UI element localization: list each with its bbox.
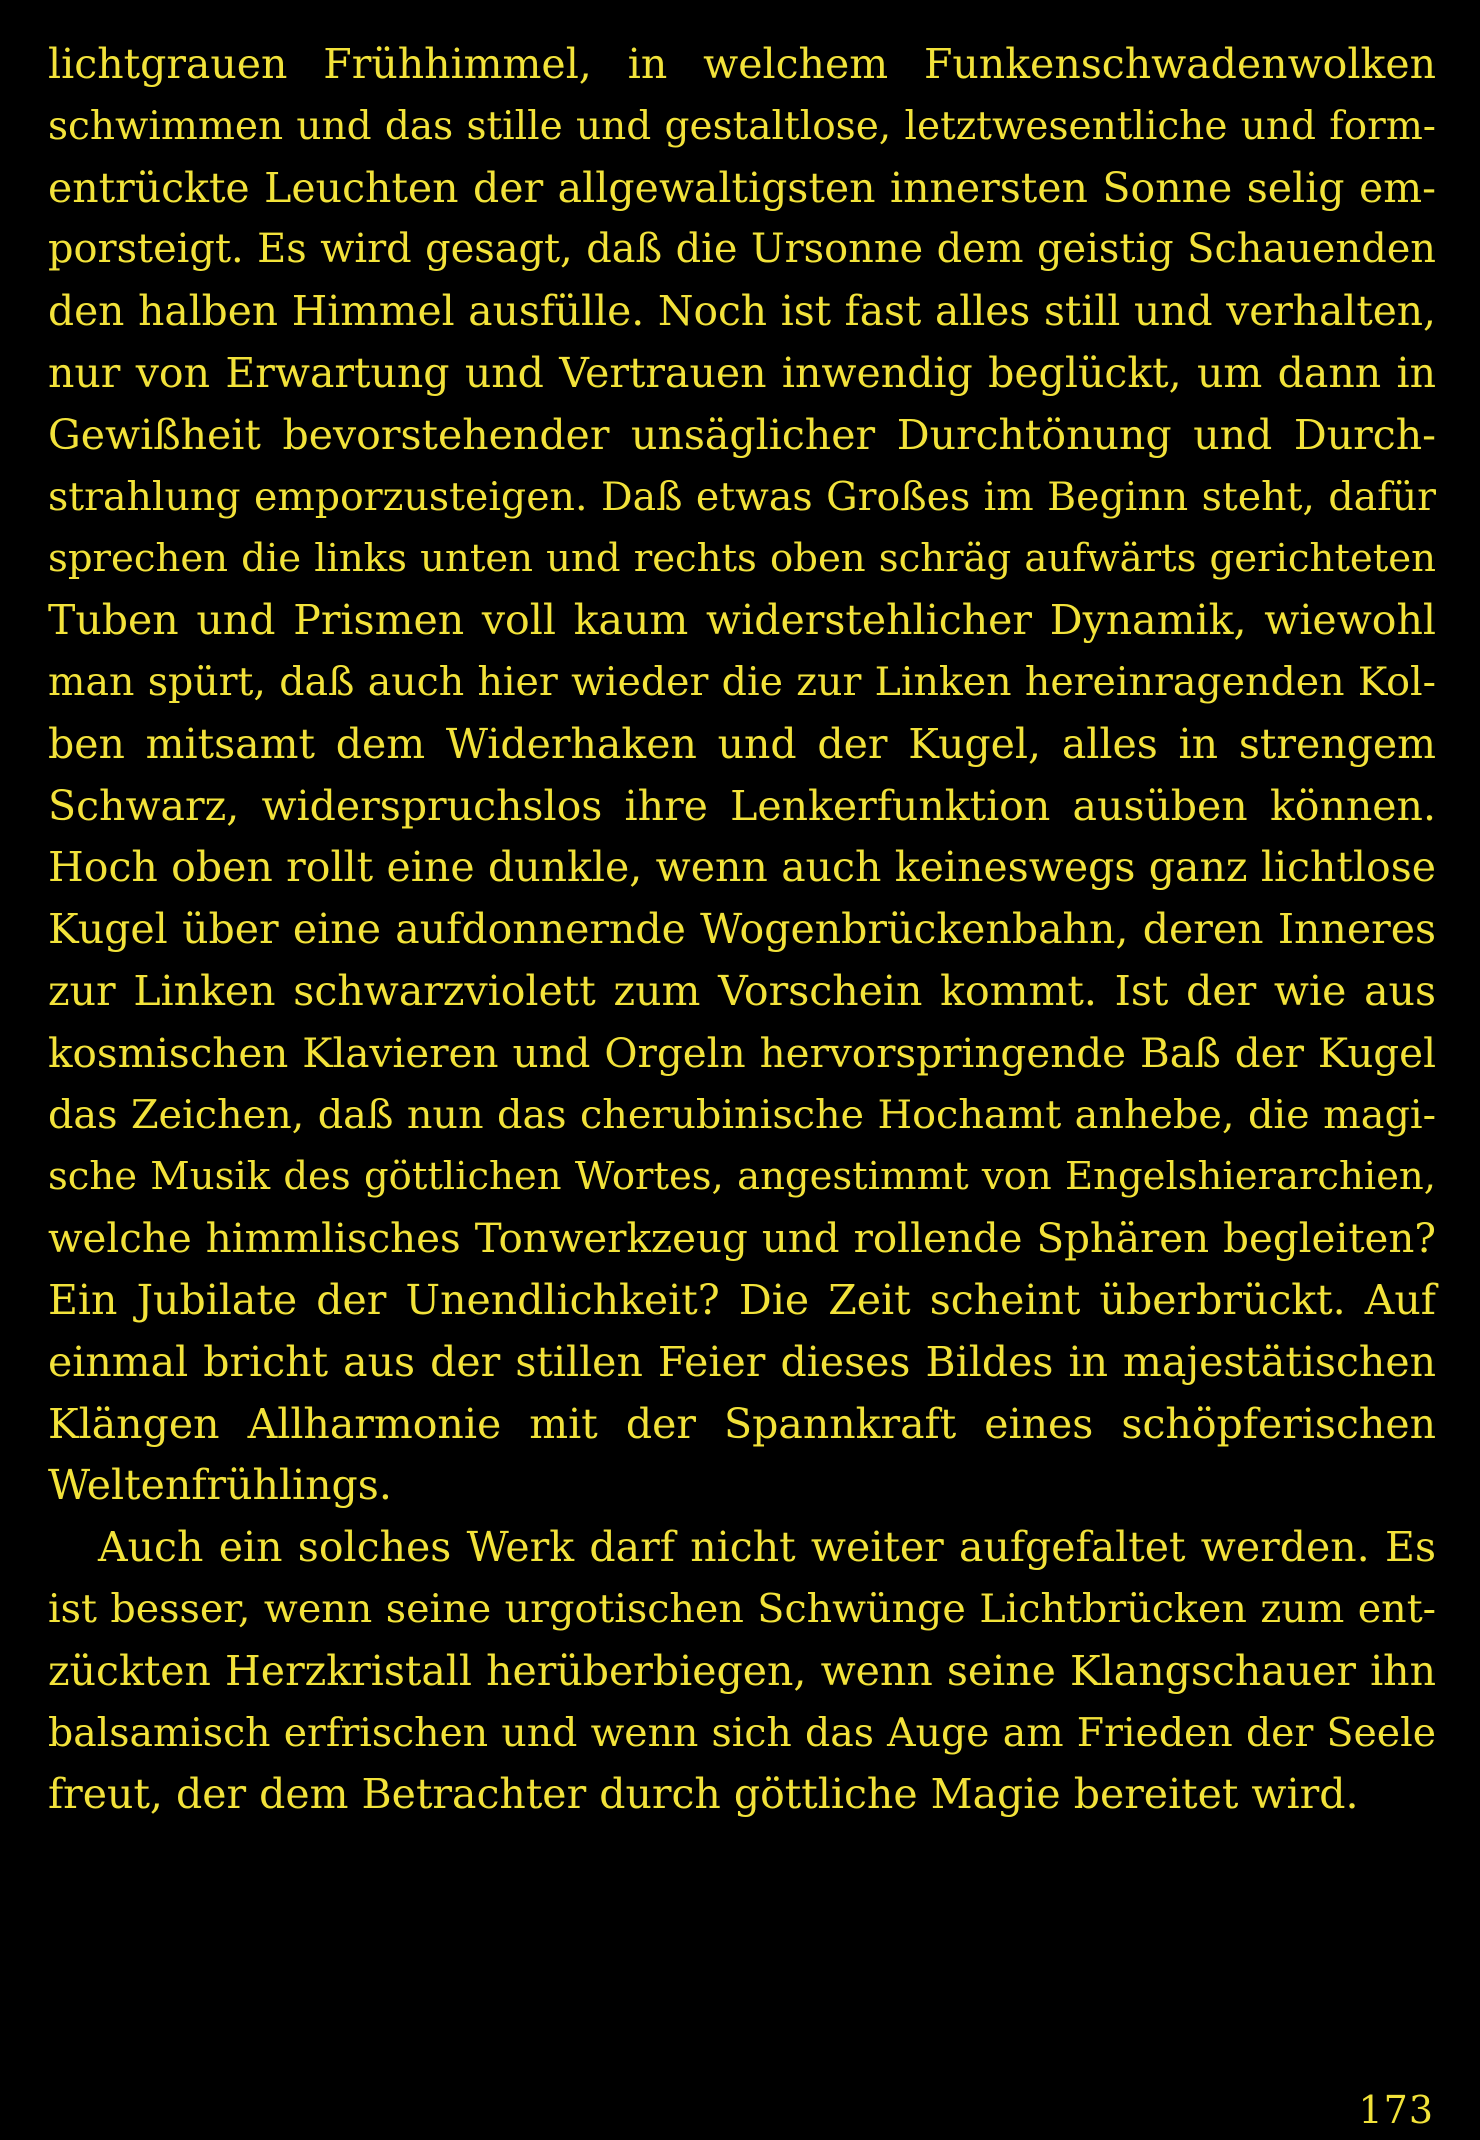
text-line: Tuben und Prismen voll kaum widerstehlicher Dynamik, wiewohl [48,596,1436,645]
text-line: strahlung emporzusteigen. Daß etwas Großes im Beginn steht, dafür [48,473,1436,520]
text-line: balsamisch erfrischen und wenn sich das Auge am Frieden der Seele [48,1709,1436,1756]
body-text [48,34,1436,1826]
text-line: zückten Herzkristall herüberbiegen, wenn seine Klangschauer ihn [48,1646,1436,1695]
text-line: man spürt, daß auch hier wieder die zur Linken hereinragenden Kol- [48,658,1436,705]
text-line: sprechen die links unten und rechts oben schräg aufwärts gerichteten [48,536,1436,582]
text-line: einmal bricht aus der stillen Feier dieses Bildes in majestätischen [48,1337,1436,1386]
text-line: zur Linken schwarzviolett zum Vorschein kommt. Ist der wie aus [48,966,1436,1015]
text-line: freut, der dem Betrachter durch göttliche Magie bereitet wird. [48,1770,1359,1819]
text-line: ben mitsamt dem Widerhaken und der Kugel, alles in strengem [48,719,1436,768]
text-line: kosmischen Klavieren und Orgeln hervorspringende Baß der Kugel [48,1028,1436,1077]
text-line: Auch ein solches Werk darf nicht weiter aufgefaltet werden. Es [98,1523,1436,1572]
text-line: das Zeichen, daß nun das cherubinische Hochamt anhebe, die magi- [48,1091,1436,1138]
text-line: Gewißheit bevorstehender unsäglicher Durchtönung und Durch- [48,410,1436,459]
text-line: Hoch oben rollt eine dunkle, wenn auch keineswegs ganz lichtlose [48,843,1436,892]
text-line: Klängen Allharmonie mit der Spannkraft eines schöpferischen [48,1399,1436,1448]
text-line: Schwarz, widerspruchslos ihre Lenkerfunktion ausüben können. [48,781,1436,830]
text-line: entrückte Leuchten der allgewaltigsten innersten Sonne selig em- [48,163,1436,212]
text-line: sche Musik des göttlichen Wortes, angestimmt von Engelshierarchien, [48,1154,1436,1200]
text-line: welche himmlisches Tonwerkzeug und rollende Sphären begleiten? [48,1215,1436,1263]
text-line: porsteigt. Es wird gesagt, daß die Ursonne dem geistig Schauenden [48,226,1436,273]
paragraph-1 [48,34,1436,1517]
text-line: Weltenfrühlings. [48,1461,392,1510]
text-line: Kugel über eine aufdonnernde Wogenbrückenbahn, deren Inneres [48,905,1436,954]
text-line: lichtgrauen Frühhimmel, in welchem Funkenschwadenwolken [48,40,1436,88]
page-number: 173 [1358,2088,1434,2132]
text-line: nur von Erwartung und Vertrauen inwendig beglückt, um dann in [48,348,1436,397]
text-line: den halben Himmel ausfülle. Noch ist fast alles still und verhalten, [48,287,1436,336]
text-line: Ein Jubilate der Unendlichkeit? Die Zeit scheint überbrückt. Auf [48,1275,1436,1324]
paragraph-2 [48,1517,1436,1826]
text-line: schwimmen und das stille und gestaltlose, letztwesentliche und form- [48,103,1436,149]
text-line: ist besser, wenn seine urgotischen Schwünge Lichtbrücken zum ent- [48,1585,1436,1632]
